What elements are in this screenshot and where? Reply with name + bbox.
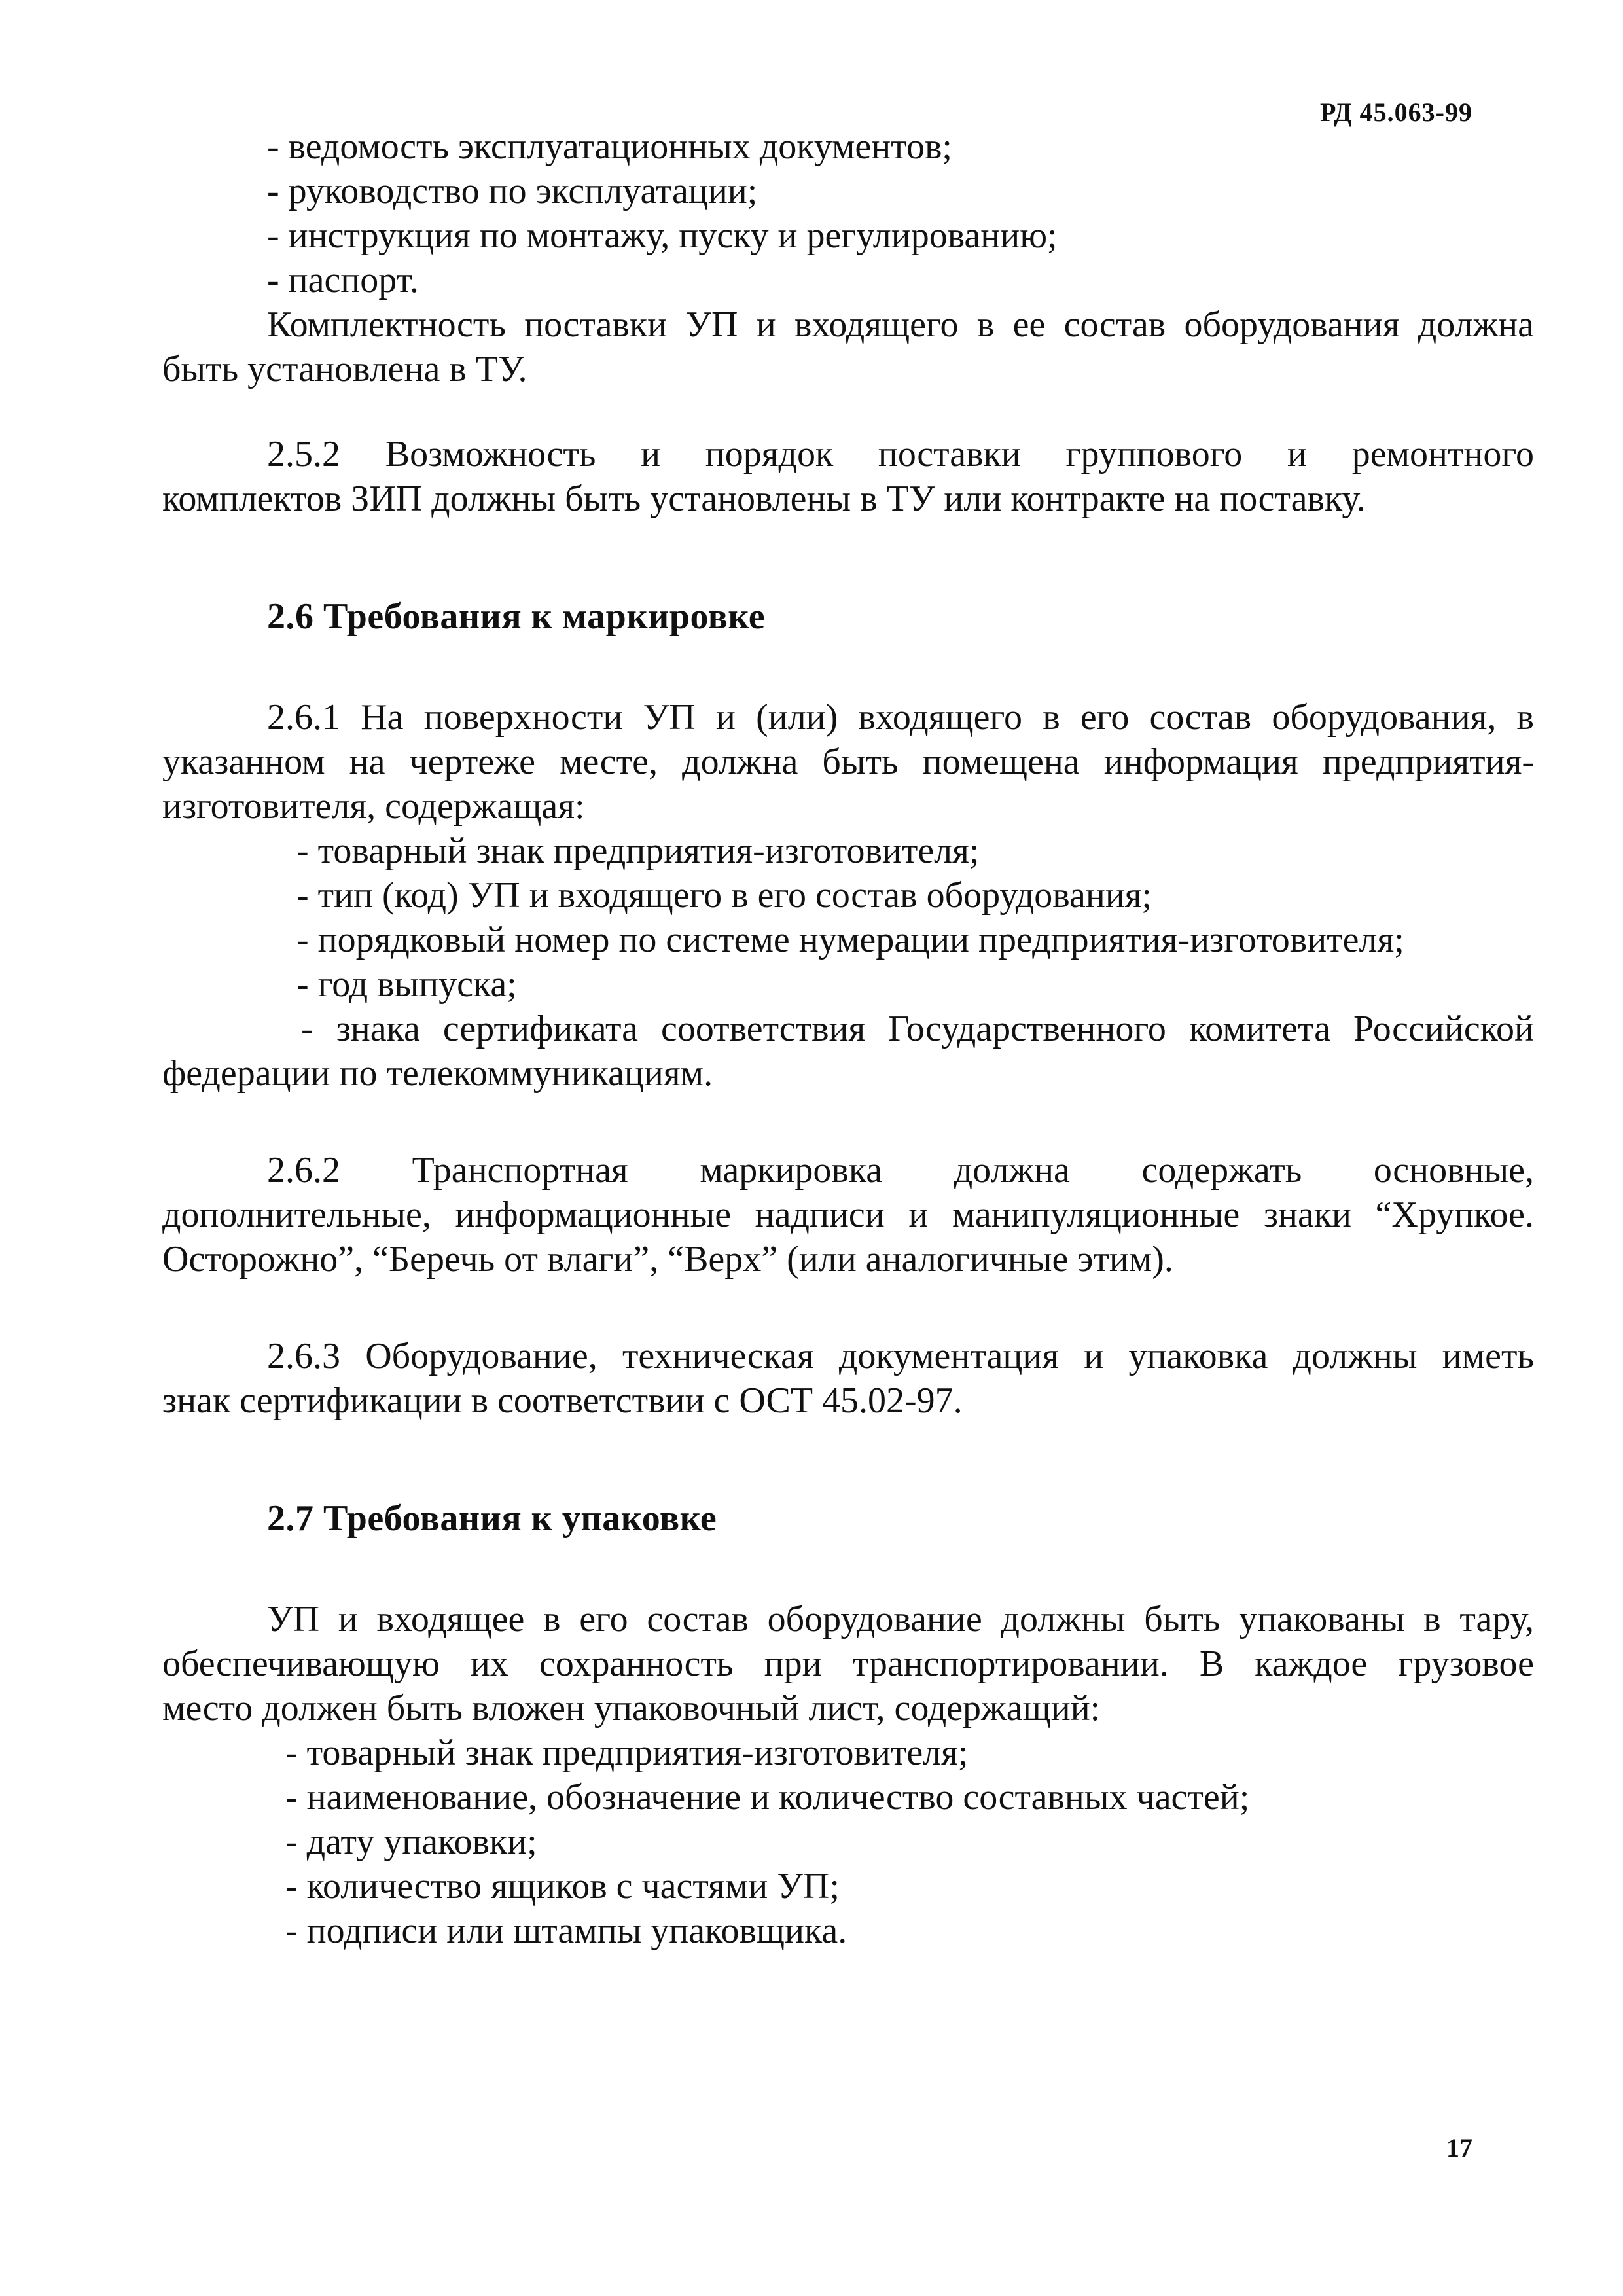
packaging-paragraph (162, 1597, 1534, 1731)
list-item: - количество ящиков с частями УП; (285, 1866, 840, 1907)
list-item: - ведомость эксплуатационных документов; (267, 126, 952, 167)
paragraph-line: быть установлена в ТУ. (162, 349, 527, 389)
paragraph-line: место должен быть вложен упаковочный лист, содержащий: (162, 1688, 1101, 1729)
list-item: - подписи или штампы упаковщика. (285, 1910, 847, 1951)
spacer (162, 639, 1534, 695)
list-item: - товарный знак предприятия-изготовителя; (296, 831, 980, 871)
paragraph-line: указанном на чертеже месте, должна быть помещена информация предприятия- (162, 742, 1534, 782)
paragraph-line: комплектов ЗИП должны быть установлены в ТУ или контракте на поставку. (162, 478, 1366, 519)
section-heading-2-7: 2.7 Требования к упаковке (267, 1498, 717, 1539)
list-item: - наименование, обозначение и количество составных частей; (285, 1777, 1250, 1818)
list-item: - товарный знак предприятия-изготовителя; (285, 1732, 969, 1773)
list-item: - порядковый номер по системе нумерации предприятия-изготовителя; (296, 920, 1404, 960)
list-item: - тип (код) УП и входящего в его состав оборудования; (296, 875, 1152, 916)
list-item: - руководство по эксплуатации; (267, 171, 758, 211)
page-number: 17 (1446, 2133, 1472, 2162)
paragraph-line: Комплектность поставки УП и входящего в ее состав оборудования должна (267, 304, 1534, 345)
paragraph-line: обеспечивающую их сохранность при транспортировании. В каждое грузовое (162, 1643, 1534, 1684)
list-item: - паспорт. (267, 260, 419, 300)
paragraph-line: 2.6.3 Оборудование, техническая документация и упаковка должны иметь (267, 1336, 1534, 1376)
paragraph-line: 2.6.1 На поверхности УП и (или) входящего в его состав оборудования, в (267, 697, 1534, 738)
spacer (162, 1423, 1534, 1496)
paragraph-line: 2.6.2 Транспортная маркировка должна содержать основные, (267, 1150, 1534, 1191)
paragraph-line: федерации по телекоммуникациям. (162, 1053, 713, 1094)
paragraph-line: знак сертификации в соответствии с ОСТ 45.02-97. (162, 1380, 963, 1421)
clause-2-6-1 (162, 695, 1534, 829)
clause-2-6-3 (162, 1334, 1534, 1423)
list-item: - дату упаковки; (285, 1821, 537, 1862)
paragraph-line: дополнительные, информационные надписи и манипуляционные знаки “Хрупкое. (162, 1194, 1534, 1235)
list-item: - год выпуска; (296, 964, 517, 1005)
paragraph-line: - знака сертификата соответствия Государственного комитета Российской (301, 1009, 1534, 1049)
paragraph-line: Осторожно”, “Беречь от влаги”, “Верх” (или аналогичные этим). (162, 1239, 1173, 1280)
paragraph-completeness (162, 302, 1534, 391)
spacer (162, 1096, 1534, 1148)
spacer (162, 391, 1534, 432)
spacer (162, 1282, 1534, 1334)
paragraph-line: УП и входящее в его состав оборудование должны быть упакованы в тару, (267, 1599, 1534, 1640)
clause-2-6-2 (162, 1148, 1534, 1282)
spacer (162, 521, 1534, 594)
list-item: - инструкция по монтажу, пуску и регулированию; (267, 215, 1058, 256)
page-content (162, 124, 1534, 1953)
section-heading-2-6: 2.6 Требования к маркировке (267, 596, 766, 637)
list-item-certificate (162, 1007, 1534, 1096)
paragraph-line: изготовителя, содержащая: (162, 786, 585, 827)
spacer (162, 1541, 1534, 1597)
paragraph-line: 2.5.2 Возможность и порядок поставки группового и ремонтного (267, 434, 1534, 475)
document-code: РД 45.063-99 (1320, 98, 1472, 127)
clause-2-5-2 (162, 432, 1534, 521)
